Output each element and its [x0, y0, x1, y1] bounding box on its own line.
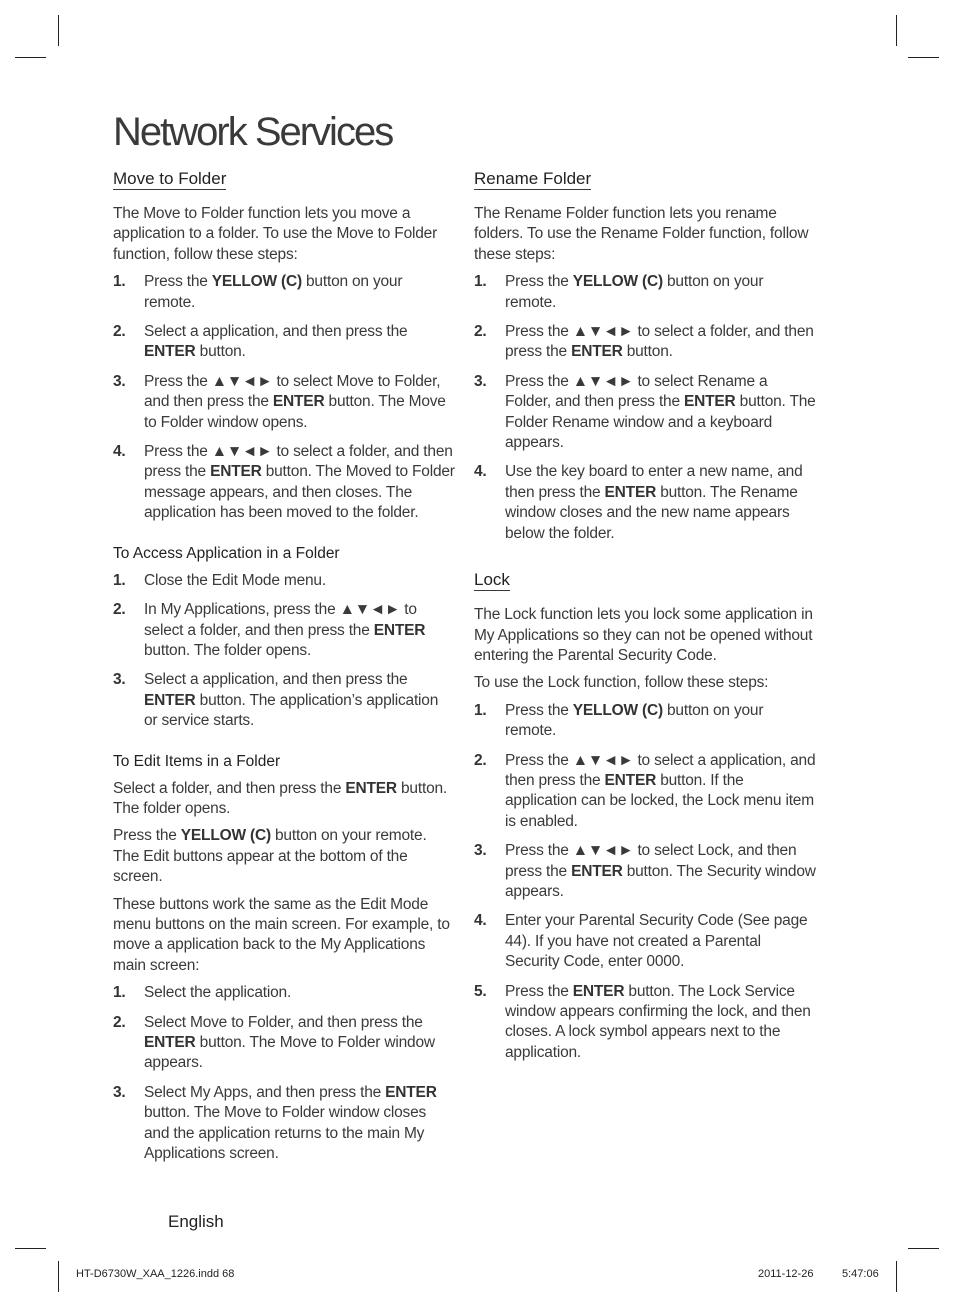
step-number: 4.	[113, 443, 126, 461]
step-text: Select the application.	[144, 984, 292, 1002]
access-in-folder-heading: To Access Application in a Folder	[113, 544, 340, 562]
edit-items-steps	[113, 983, 455, 1164]
step-number: 2.	[113, 601, 126, 619]
list-item	[113, 442, 455, 524]
paragraph: Press the YELLOW (C) button on your remote. The Edit buttons appear at the bottom of the screen.	[113, 827, 427, 886]
step-text: Select a application, and then press the ENTER button.	[144, 323, 408, 361]
step-number: 1.	[474, 273, 487, 291]
step-text: Enter your Parental Security Code (See page 44). If you have not created a Parental Security Code, enter 0000.	[505, 912, 808, 971]
list-item	[113, 272, 455, 313]
step-number: 3.	[113, 671, 126, 689]
crop-mark	[908, 57, 939, 58]
paragraph: These buttons work the same as the Edit Mode menu buttons on the main screen. For example, to move a application back to the My Applications main screen:	[113, 895, 450, 974]
lock-steps	[474, 701, 816, 1064]
step-number: 2.	[113, 323, 126, 341]
step-number: 2.	[113, 1013, 126, 1031]
step-text: Press the YELLOW (C) button on your remote.	[144, 273, 403, 311]
list-item	[474, 751, 816, 833]
left-column	[113, 166, 455, 1173]
move-to-folder-intro: The Move to Folder function lets you move a application to a folder. To use the Move to Folder function, follow these steps:	[113, 205, 438, 263]
paragraph: Select a folder, and then press the ENTER button. The folder opens.	[113, 779, 448, 817]
crop-mark	[908, 1248, 939, 1249]
footer-language: English	[168, 1212, 224, 1231]
list-item	[474, 841, 816, 902]
step-text: Press the ▲▼◄► to select a folder, and then press the ENTER button. The Moved to Folder message appears, and then closes. The application has been moved to the folder.	[144, 443, 455, 522]
list-item	[113, 983, 455, 1003]
list-item	[113, 1013, 455, 1074]
step-text: In My Applications, press the ▲▼◄► to select a folder, and then press the ENTER button. The folder opens.	[144, 601, 426, 659]
crop-mark	[15, 57, 46, 58]
rename-folder-heading	[474, 166, 816, 190]
list-item	[474, 322, 816, 363]
crop-mark	[15, 1248, 46, 1249]
list-item	[113, 322, 455, 363]
list-item	[474, 911, 816, 972]
step-text: Select a application, and then press the ENTER button. The application’s application or service starts.	[144, 671, 439, 730]
slug-file: HT-D6730W_XAA_1226.indd 68	[76, 1268, 235, 1280]
crop-mark	[896, 1261, 897, 1292]
list-item	[474, 982, 816, 1064]
lock-intro: The Lock function lets you lock some application in My Applications so they can not be opened without entering the Parental Security Code.	[474, 606, 813, 664]
step-number: 1.	[113, 273, 126, 291]
crop-mark	[58, 15, 59, 46]
move-to-folder-heading	[113, 166, 455, 190]
slug-date: 2011-12-26	[758, 1268, 814, 1280]
step-number: 1.	[474, 701, 487, 719]
crop-mark	[896, 15, 897, 46]
move-to-folder-heading-text: Move to Folder	[113, 169, 227, 188]
list-item	[113, 670, 455, 731]
list-item	[474, 462, 816, 544]
step-number: 4.	[474, 463, 487, 481]
step-text: Press the ▲▼◄► to select Lock, and then press the ENTER button. The Security window appears.	[505, 842, 816, 900]
lock-intro-2: To use the Lock function, follow these steps:	[474, 674, 769, 692]
list-item	[474, 372, 816, 454]
step-number: 1.	[113, 571, 126, 589]
step-number: 1.	[113, 984, 126, 1002]
lock-heading	[474, 567, 816, 591]
step-number: 3.	[474, 372, 487, 390]
step-text: Press the ▲▼◄► to select Rename a Folder, and then press the ENTER button. The Folder Rename window and a keyboard appears.	[505, 372, 816, 452]
page-title: Network Services	[113, 110, 393, 154]
step-text: Press the ▲▼◄► to select Move to Folder, and then press the ENTER button. The Move to Folder window opens.	[144, 372, 446, 431]
list-item	[113, 600, 455, 661]
rename-folder-intro: The Rename Folder function lets you rename folders. To use the Rename Folder function, follow these steps:	[474, 205, 809, 263]
step-text: Use the key board to enter a new name, and then press the ENTER button. The Rename window closes and the new name appears below the folder.	[505, 463, 803, 542]
step-number: 2.	[474, 323, 487, 341]
lock-heading-text: Lock	[474, 570, 510, 590]
slug-time: 5:47:06	[842, 1268, 879, 1280]
edit-items-paragraphs	[113, 779, 455, 977]
list-item	[113, 372, 455, 433]
list-item	[113, 571, 455, 591]
rename-folder-heading-text: Rename Folder	[474, 169, 592, 188]
step-text: Press the ▲▼◄► to select a application, and then press the ENTER button. If the application can be locked, the Lock menu item is enabled.	[505, 751, 816, 830]
step-text: Press the ENTER button. The Lock Service window appears confirming the lock, and then closes. A lock symbol appears next to the application.	[505, 982, 811, 1061]
step-number: 3.	[474, 842, 487, 860]
step-text: Select My Apps, and then press the ENTER button. The Move to Folder window closes and the application returns to the main My Applications screen.	[144, 1083, 437, 1163]
list-item	[474, 272, 816, 313]
step-number: 3.	[113, 372, 126, 390]
step-number: 3.	[113, 1083, 126, 1101]
list-item	[474, 701, 816, 742]
access-in-folder-steps	[113, 571, 455, 732]
rename-folder-steps	[474, 272, 816, 544]
step-number: 5.	[474, 982, 487, 1000]
step-text: Close the Edit Mode menu.	[144, 571, 326, 589]
step-text: Press the ▲▼◄► to select a folder, and then press the ENTER button.	[505, 323, 814, 361]
step-text: Press the YELLOW (C) button on your remote.	[505, 273, 764, 311]
crop-mark	[58, 1261, 59, 1292]
step-number: 2.	[474, 751, 487, 769]
step-number: 4.	[474, 912, 487, 930]
move-to-folder-steps	[113, 272, 455, 523]
edit-items-heading: To Edit Items in a Folder	[113, 752, 281, 770]
step-text: Press the YELLOW (C) button on your remote.	[505, 701, 764, 740]
right-column	[474, 166, 816, 1072]
step-text: Select Move to Folder, and then press the ENTER button. The Move to Folder window appears.	[144, 1013, 435, 1072]
list-item	[113, 1083, 455, 1165]
